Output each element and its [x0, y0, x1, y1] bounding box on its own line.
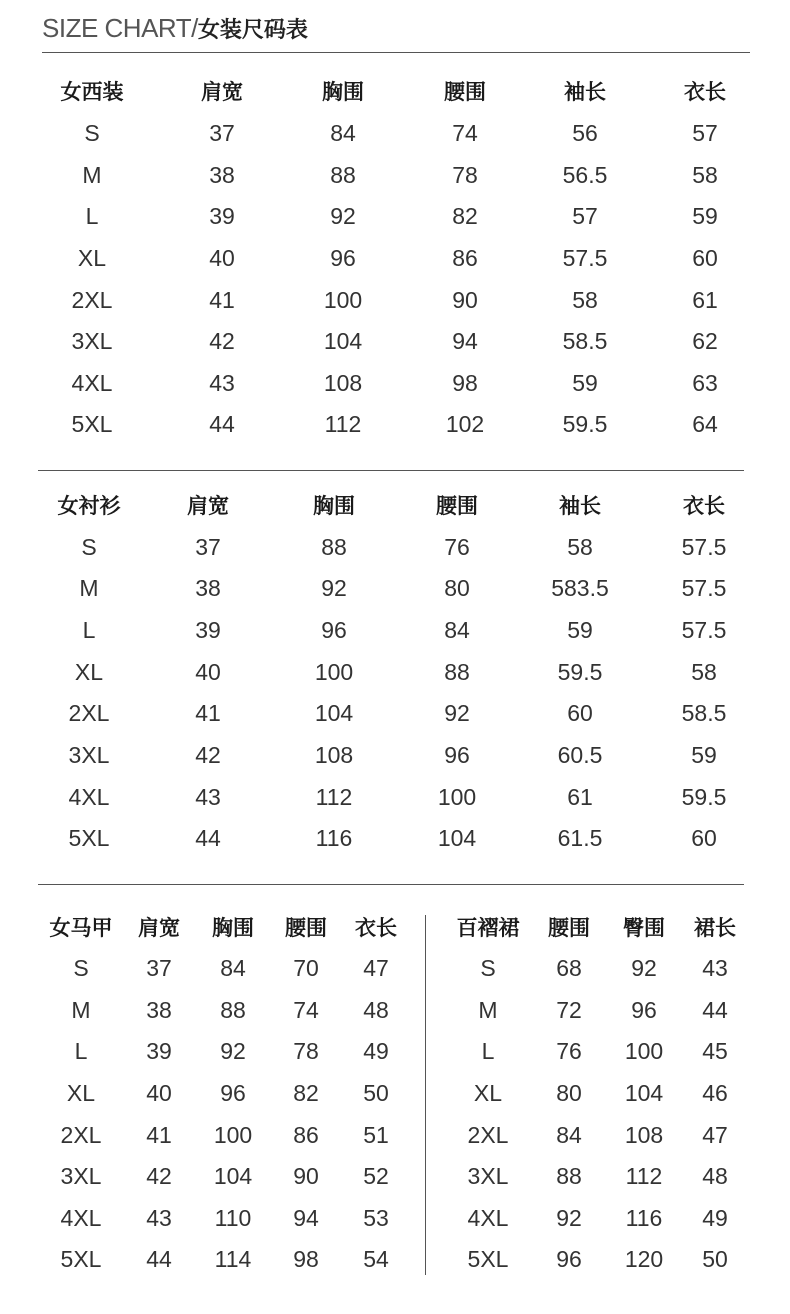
table-cell: 62 — [692, 328, 718, 354]
column-header: 胸围 — [212, 916, 254, 940]
table-cell: 37 — [195, 534, 221, 560]
size-label: M — [478, 997, 498, 1023]
table-cell: 57.5 — [562, 245, 608, 271]
table-cell: 58.5 — [681, 700, 727, 726]
table-cell: 88 — [330, 162, 356, 188]
table-cell: 37 — [209, 120, 235, 146]
table-cell: 108 — [314, 742, 354, 768]
column-header: 袖长 — [564, 80, 606, 104]
table-cell: 82 — [452, 203, 478, 229]
table-cell: 44 — [146, 1246, 172, 1272]
table-cell: 92 — [556, 1205, 582, 1231]
table-cell: 96 — [220, 1080, 246, 1106]
size-label: L — [74, 1038, 88, 1064]
table-cell: 68 — [556, 955, 582, 981]
table-cell: 42 — [195, 742, 221, 768]
size-label: 4XL — [71, 370, 113, 396]
table-cell: 92 — [631, 955, 657, 981]
table-cell: 58 — [567, 534, 593, 560]
size-label: 4XL — [68, 784, 110, 810]
table-cell: 76 — [444, 534, 470, 560]
column-header: 衣长 — [355, 916, 397, 940]
column-header: 胸围 — [313, 494, 355, 518]
table-cell: 50 — [363, 1080, 389, 1106]
size-label: XL — [473, 1080, 503, 1106]
table-cell: 42 — [146, 1163, 172, 1189]
table-cell: 96 — [444, 742, 470, 768]
table-cell: 52 — [363, 1163, 389, 1189]
table-cell: 59 — [572, 370, 598, 396]
column-header: 腰围 — [548, 916, 590, 940]
column-header: 胸围 — [322, 80, 364, 104]
size-label: M — [82, 162, 102, 188]
table-cell: 90 — [293, 1163, 319, 1189]
table-cell: 96 — [631, 997, 657, 1023]
column-header: 肩宽 — [138, 916, 180, 940]
table-cell: 40 — [146, 1080, 172, 1106]
table-cell: 78 — [452, 162, 478, 188]
column-header: 女衬衫 — [57, 494, 121, 518]
column-header: 臀围 — [623, 916, 665, 940]
table-cell: 60 — [692, 245, 718, 271]
table-cell: 88 — [556, 1163, 582, 1189]
size-label: 5XL — [68, 825, 110, 851]
table-cell: 84 — [556, 1122, 582, 1148]
size-label: 3XL — [68, 742, 110, 768]
table-cell: 92 — [444, 700, 470, 726]
table-cell: 88 — [444, 659, 470, 685]
table-cell: 80 — [444, 575, 470, 601]
table-cell: 96 — [321, 617, 347, 643]
table-cell: 59.5 — [562, 411, 608, 437]
table-cell: 96 — [556, 1246, 582, 1272]
table-cell: 38 — [146, 997, 172, 1023]
column-header: 女马甲 — [49, 916, 113, 940]
size-label: 5XL — [71, 411, 113, 437]
table-cell: 58 — [572, 287, 598, 313]
table-cell: 61 — [692, 287, 718, 313]
table-cell: 41 — [209, 287, 235, 313]
table-cell: 40 — [195, 659, 221, 685]
size-label: S — [480, 955, 496, 981]
table-cell: 88 — [321, 534, 347, 560]
table-row — [0, 990, 790, 1032]
table-row — [0, 1198, 790, 1240]
size-label: 2XL — [71, 287, 113, 313]
size-label: M — [79, 575, 99, 601]
column-header: 衣长 — [683, 494, 725, 518]
size-label: L — [85, 203, 99, 229]
table-cell: 60 — [691, 825, 717, 851]
table-cell: 78 — [293, 1038, 319, 1064]
table-cell: 84 — [444, 617, 470, 643]
table-cell: 108 — [624, 1122, 664, 1148]
table-cell: 40 — [209, 245, 235, 271]
table-cell: 43 — [195, 784, 221, 810]
table-cell: 42 — [209, 328, 235, 354]
table-cell: 38 — [209, 162, 235, 188]
table-cell: 82 — [293, 1080, 319, 1106]
title-chinese: 女装尺码表 — [197, 18, 308, 43]
table-cell: 98 — [293, 1246, 319, 1272]
table-cell: 84 — [330, 120, 356, 146]
size-label: 2XL — [467, 1122, 509, 1148]
column-header: 裙长 — [694, 916, 736, 940]
table-cell: 48 — [363, 997, 389, 1023]
column-header: 腰围 — [436, 494, 478, 518]
title-english: SIZE CHART/ — [42, 13, 198, 43]
size-label: 5XL — [60, 1246, 102, 1272]
table-cell: 47 — [702, 1122, 728, 1148]
table-cell: 104 — [323, 328, 363, 354]
table-cell: 61.5 — [557, 825, 603, 851]
table-cell: 104 — [213, 1163, 253, 1189]
table-cell: 102 — [445, 411, 485, 437]
table-cell: 57.5 — [681, 534, 727, 560]
table-cell: 84 — [220, 955, 246, 981]
table-cell: 100 — [624, 1038, 664, 1064]
table-cell: 92 — [321, 575, 347, 601]
table-cell: 112 — [315, 784, 353, 810]
table-cell: 110 — [214, 1205, 252, 1231]
size-label: XL — [77, 245, 107, 271]
table-cell: 57 — [692, 120, 718, 146]
table-cell: 47 — [363, 955, 389, 981]
table-row — [0, 948, 790, 990]
table-cell: 74 — [452, 120, 478, 146]
size-label: S — [81, 534, 97, 560]
table-row — [0, 1031, 790, 1073]
table-cell: 90 — [452, 287, 478, 313]
table-cell: 100 — [314, 659, 354, 685]
table-cell: 37 — [146, 955, 172, 981]
table-cell: 39 — [146, 1038, 172, 1064]
table-cell: 60.5 — [557, 742, 603, 768]
table-cell: 114 — [214, 1246, 252, 1272]
table-cell: 86 — [452, 245, 478, 271]
table-cell: 57.5 — [681, 575, 727, 601]
table-cell: 58 — [692, 162, 718, 188]
table-cell: 80 — [556, 1080, 582, 1106]
table-cell: 98 — [452, 370, 478, 396]
size-label: 2XL — [60, 1122, 102, 1148]
table-cell: 57.5 — [681, 617, 727, 643]
table-cell: 44 — [702, 997, 728, 1023]
table-cell: 43 — [146, 1205, 172, 1231]
table-cell: 41 — [146, 1122, 172, 1148]
table-cell: 41 — [195, 700, 221, 726]
column-header: 肩宽 — [201, 80, 243, 104]
table-cell: 46 — [702, 1080, 728, 1106]
table-cell: 104 — [314, 700, 354, 726]
skirt-header-row — [0, 908, 790, 950]
table-cell: 59.5 — [681, 784, 727, 810]
table-row — [0, 1239, 790, 1281]
table-cell: 57 — [572, 203, 598, 229]
size-label: S — [84, 120, 100, 146]
table-row — [0, 1156, 790, 1198]
size-label: L — [481, 1038, 495, 1064]
table-cell: 104 — [437, 825, 477, 851]
size-label: 4XL — [60, 1205, 102, 1231]
table-cell: 86 — [293, 1122, 319, 1148]
table-cell: 59 — [567, 617, 593, 643]
table-cell: 104 — [624, 1080, 664, 1106]
table-cell: 50 — [702, 1246, 728, 1272]
table-cell: 54 — [363, 1246, 389, 1272]
column-header: 腰围 — [444, 80, 486, 104]
table-cell: 59 — [692, 203, 718, 229]
table-cell: 58.5 — [562, 328, 608, 354]
table-cell: 120 — [624, 1246, 664, 1272]
table-cell: 116 — [315, 825, 353, 851]
table-cell: 92 — [330, 203, 356, 229]
table-cell: 48 — [702, 1163, 728, 1189]
size-label: L — [82, 617, 96, 643]
column-header: 腰围 — [285, 916, 327, 940]
table-cell: 76 — [556, 1038, 582, 1064]
size-label: 5XL — [467, 1246, 509, 1272]
size-label: S — [73, 955, 89, 981]
table-cell: 63 — [692, 370, 718, 396]
table-cell: 96 — [330, 245, 356, 271]
size-label: 3XL — [71, 328, 113, 354]
table-cell: 92 — [220, 1038, 246, 1064]
table-cell: 39 — [209, 203, 235, 229]
table-cell: 43 — [702, 955, 728, 981]
table-cell: 38 — [195, 575, 221, 601]
table-cell: 70 — [293, 955, 319, 981]
table-cell: 108 — [323, 370, 363, 396]
table-cell: 51 — [363, 1122, 389, 1148]
table-cell: 49 — [702, 1205, 728, 1231]
size-label: 3XL — [60, 1163, 102, 1189]
column-header: 袖长 — [559, 494, 601, 518]
size-label: M — [71, 997, 91, 1023]
table-row — [0, 1115, 790, 1157]
table-cell: 60 — [567, 700, 593, 726]
table-cell: 94 — [452, 328, 478, 354]
table-cell: 112 — [324, 411, 362, 437]
table-cell: 45 — [702, 1038, 728, 1064]
table-cell: 72 — [556, 997, 582, 1023]
table-cell: 59.5 — [557, 659, 603, 685]
table-cell: 100 — [437, 784, 477, 810]
table-cell: 64 — [692, 411, 718, 437]
column-header: 女西装 — [60, 80, 124, 104]
size-label: 3XL — [467, 1163, 509, 1189]
table-cell: 53 — [363, 1205, 389, 1231]
table-cell: 61 — [567, 784, 593, 810]
table-cell: 100 — [213, 1122, 253, 1148]
column-header: 衣长 — [684, 80, 726, 104]
size-label: XL — [66, 1080, 96, 1106]
size-label: XL — [74, 659, 104, 685]
table-cell: 44 — [209, 411, 235, 437]
size-label: 2XL — [68, 700, 110, 726]
table-cell: 43 — [209, 370, 235, 396]
table-cell: 112 — [625, 1163, 663, 1189]
column-header: 肩宽 — [187, 494, 229, 518]
table-cell: 44 — [195, 825, 221, 851]
column-header: 百褶裙 — [456, 916, 520, 940]
table-row — [0, 1073, 790, 1115]
table-cell: 94 — [293, 1205, 319, 1231]
table-cell: 56.5 — [562, 162, 608, 188]
table-cell: 56 — [572, 120, 598, 146]
table-cell: 116 — [625, 1205, 663, 1231]
table-cell: 100 — [323, 287, 363, 313]
table-cell: 583.5 — [551, 575, 609, 601]
table-cell: 58 — [691, 659, 717, 685]
table-cell: 39 — [195, 617, 221, 643]
table-cell: 49 — [363, 1038, 389, 1064]
size-label: 4XL — [467, 1205, 509, 1231]
table-cell: 88 — [220, 997, 246, 1023]
table-cell: 59 — [691, 742, 717, 768]
table-cell: 74 — [293, 997, 319, 1023]
